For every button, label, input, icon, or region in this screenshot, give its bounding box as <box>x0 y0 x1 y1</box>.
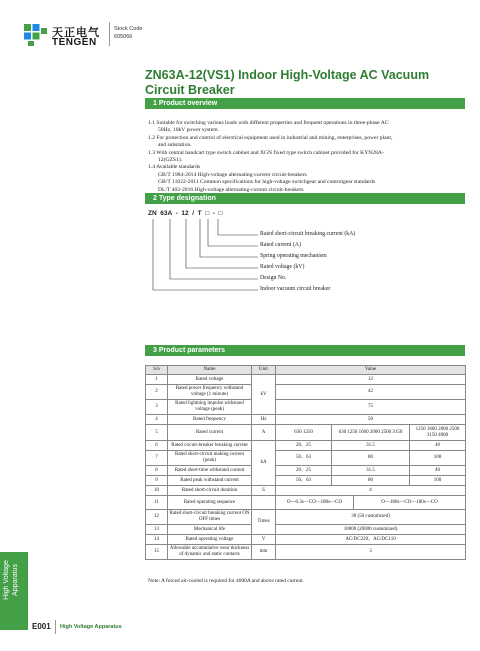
row-value: 42 <box>276 385 466 400</box>
row-name: Rated operating sequence <box>168 496 252 510</box>
overview-line: 1.1 Suitable for switching various loads with different properties and frequent operations in three-phase AC <box>148 120 389 126</box>
page-number: E001 <box>32 622 51 631</box>
row-unit: mm <box>252 545 276 560</box>
row-value-c: 100 <box>410 451 466 466</box>
header-sn: S/n <box>146 366 168 375</box>
row-sn: 6 <box>146 441 168 451</box>
overview-line: DL/T 402-2016 High-voltage alternating-current circuit-breakers <box>158 186 304 193</box>
designation-code: ZN 63A - 12 / T □ - □ <box>148 210 223 217</box>
row-unit: Hz <box>252 415 276 425</box>
table-row <box>146 510 466 525</box>
overview-text <box>148 120 458 194</box>
row-value: 4 <box>276 486 466 496</box>
stock-code-value: 605066 <box>114 34 133 40</box>
overview-line: GB/T 1984-2014 High-voltage alternating-current circuit-breakers <box>158 171 307 178</box>
row-name: Mechanical life <box>168 525 252 535</box>
row-name: Rated short-circuit duration <box>168 486 252 496</box>
row-value-a: 20、25 <box>276 466 332 476</box>
row-value-b: O—180s—CO—180s—CO <box>354 496 466 510</box>
row-name: Rated circuit-breaker breaking current <box>168 441 252 451</box>
row-value: 75 <box>276 400 466 415</box>
type-designation-diagram <box>148 210 458 330</box>
row-sn: 9 <box>146 476 168 486</box>
row-value-b: 630 1250 1600 2000 2500 3150 <box>332 425 410 441</box>
product-title <box>145 68 465 97</box>
row-unit: kV <box>252 375 276 415</box>
table-row <box>146 486 466 496</box>
row-unit <box>252 496 276 510</box>
row-value-c: 40 <box>410 441 466 451</box>
row-sn: 3 <box>146 400 168 415</box>
header-value: Value <box>276 366 466 375</box>
table-row <box>146 385 466 400</box>
side-category-line1: High Voltage <box>3 560 10 600</box>
row-sn: 4 <box>146 415 168 425</box>
row-unit: Times <box>252 510 276 535</box>
row-value-c: 100 <box>410 476 466 486</box>
row-sn: 1 <box>146 375 168 385</box>
row-sn: 12 <box>146 510 168 525</box>
designation-label-design-no: Design No. <box>260 275 287 281</box>
row-name: Rated short-time withstand current <box>168 466 252 476</box>
table-row <box>146 466 466 476</box>
row-value-a: O—0.3s—CO—180s—CO <box>276 496 354 510</box>
section-header-overview: 1 Product overview <box>145 98 465 109</box>
row-value-c: 40 <box>410 466 466 476</box>
row-sn: 8 <box>146 466 168 476</box>
designation-leader-lines <box>148 210 268 330</box>
row-sn: 13 <box>146 525 168 535</box>
section-header-designation: 2 Type designation <box>145 193 465 204</box>
header-divider <box>109 22 110 46</box>
row-unit: kA <box>252 441 276 486</box>
row-name: Rated short-circuit making current (peak) <box>168 451 252 466</box>
row-value: 30 (50 customized) <box>276 510 466 525</box>
product-title-line2: Circuit Breaker <box>145 82 235 97</box>
brand-name-en: TENGEN <box>52 37 97 48</box>
table-header-row <box>146 366 466 375</box>
table-row <box>146 496 466 510</box>
stock-code-block <box>114 25 142 41</box>
row-value-a: 20、25 <box>276 441 332 451</box>
table-note: Note: A forced air-cooled is required for 4000A and above rated current. <box>148 578 304 584</box>
row-name: Rated short-circuit breaking current ON OFF times <box>168 510 252 525</box>
row-unit: S <box>252 486 276 496</box>
overview-line: 12(GZS1). <box>158 157 183 164</box>
overview-line: 1.3 With central handcart type switch cabinet and XGN fixed type switch cabinet provided for KYN28A- <box>148 149 384 156</box>
overview-line: and substation. <box>158 142 192 149</box>
table-row <box>146 545 466 560</box>
row-value: 50 <box>276 415 466 425</box>
row-value: 12 <box>276 375 466 385</box>
header-unit: Unit <box>252 366 276 375</box>
table-row <box>146 535 466 545</box>
row-sn: 7 <box>146 451 168 466</box>
row-value-a: 50、63 <box>276 451 332 466</box>
product-title-line1: ZN63A-12(VS1) Indoor High-Voltage AC Vacuum <box>145 68 430 82</box>
row-sn: 15 <box>146 545 168 560</box>
overview-line: 50Hz, 10kV power system. <box>158 127 219 134</box>
brand-name-cn: 天正电气 <box>52 27 100 39</box>
header-name: Name <box>168 366 252 375</box>
side-category-line2: Apparatus <box>11 564 19 596</box>
side-category-label <box>3 542 20 618</box>
row-value: AC/DC220、AC/DC110 <box>276 535 466 545</box>
footer-divider <box>55 620 56 634</box>
row-value-b: 31.5 <box>332 441 410 451</box>
table-row <box>146 476 466 486</box>
overview-line: 1.4 Available standards <box>148 164 200 171</box>
row-value-b: 31.5 <box>332 466 410 476</box>
row-value-a: 630 1250 <box>276 425 332 441</box>
table-row <box>146 451 466 466</box>
table-row <box>146 415 466 425</box>
table-row <box>146 441 466 451</box>
row-name: Rated voltage <box>168 375 252 385</box>
overview-line: 1.2 For protection and control of electrical equipment used in industrial and mining, enterprises, power plant, <box>148 134 393 141</box>
stock-code-label: Stock Code <box>114 26 143 32</box>
table-row <box>146 525 466 535</box>
row-name: Allowable accumulative wear thickness of dynamic and static contacts <box>168 545 252 560</box>
row-value: 3 <box>276 545 466 560</box>
tengen-logo-icon <box>24 24 48 46</box>
row-name: Rated peak withstand current <box>168 476 252 486</box>
row-sn: 14 <box>146 535 168 545</box>
row-value-b: 80 <box>332 451 410 466</box>
footer-category-label: High Voltage Apparatus <box>60 624 122 630</box>
row-sn: 5 <box>146 425 168 441</box>
row-value-c: 1250 1600 2000 2500 3150 4000 <box>410 425 466 441</box>
section-header-parameters: 3 Product parameters <box>145 345 465 356</box>
row-name: Rated lightning impulse withstand voltage (peak) <box>168 400 252 415</box>
row-value-b: 80 <box>332 476 410 486</box>
row-sn: 2 <box>146 385 168 400</box>
designation-label-rated-voltage: Rated voltage (kV) <box>260 264 305 270</box>
designation-label-spring-mechanism: Spring operating mechanism <box>260 253 327 259</box>
row-name: Rated power frequency withstand voltage (1 minute) <box>168 385 252 400</box>
row-name: Rated current <box>168 425 252 441</box>
designation-label-rated-current: Rated current (A) <box>260 242 301 248</box>
row-unit: A <box>252 425 276 441</box>
overview-line: GB/T 11022-2011 Common specifications for high-voltage switchgear and controlgear standards <box>158 179 376 186</box>
row-sn: 11 <box>146 496 168 510</box>
row-unit: V <box>252 535 276 545</box>
row-name: Rated operating voltage <box>168 535 252 545</box>
row-sn: 10 <box>146 486 168 496</box>
table-row <box>146 425 466 441</box>
product-parameters-table <box>145 365 466 560</box>
designation-label-indoor-vcb: Indoor vacuum circuit breaker <box>260 286 331 292</box>
row-name: Rated frequency <box>168 415 252 425</box>
row-value: 10000 (20000 customized) <box>276 525 466 535</box>
row-value-a: 50、63 <box>276 476 332 486</box>
table-row <box>146 400 466 415</box>
table-row <box>146 375 466 385</box>
designation-label-breaking-current: Rated short-circuit breaking current (kA) <box>260 231 356 237</box>
